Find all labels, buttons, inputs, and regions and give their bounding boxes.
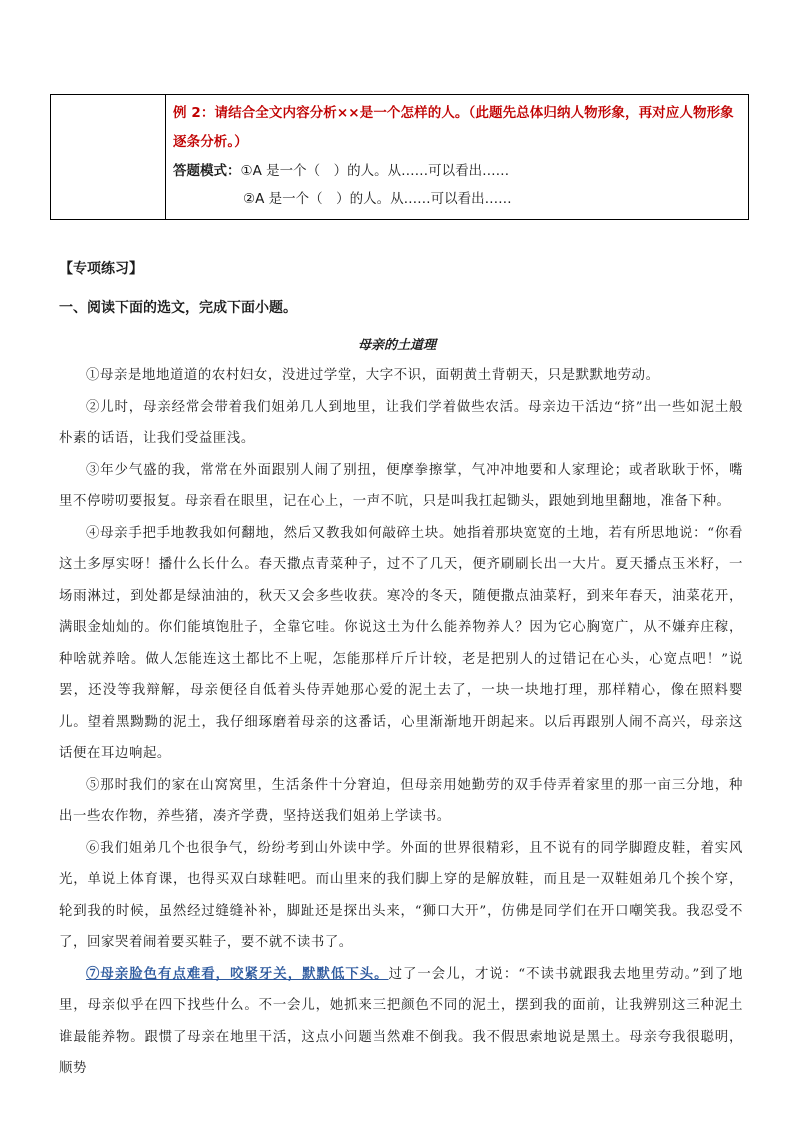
paragraph-5: ⑤那时我们的家在山窝窝里，生活条件十分窘迫，但母亲用她勤劳的双手侍弄着家里的那一亩三分地，种出一些农作物，养些猪，凑齐学费，坚持送我们姐弟上学读书。 [59, 777, 743, 824]
paragraph-7-rest: 过了一会儿，才说：“不读书就跟我去地里劳动。”到了地里，母亲似乎在四下找些什么。不一会儿，她抓来三把颜色不同的泥土，摆到我的面前，让我辨别这三种泥土谁最能养物。跟惯了母亲在地里干活，这点小问题当然难不倒我。我不假思索地说是黑土。母亲夸我很聪明，顺势 [59, 966, 743, 1076]
paragraph-7 [59, 959, 743, 1085]
answer-mode-label: 答题模式： [173, 163, 241, 179]
answer-mode-2: ②A 是一个（ ）的人。从……可以看出…… [243, 191, 512, 207]
paragraph-1: ①母亲是地地道道的农村妇女，没进过学堂，大字不识，面朝黄土背朝天，只是默默地劳动。 [86, 368, 660, 383]
paragraph-6: ⑥我们姐弟几个也很争气，纷纷考到山外读中学。外面的世界很精彩，且不说有的同学脚蹬皮鞋，着实风光，单说上体育课，也得买双白球鞋吧。而山里来的我们脚上穿的是解放鞋，而且是一双鞋姐弟几个挨个穿，轮到我的时候，虽然经过缝缝补补，脚趾还是探出头来，“狮口大开”，仿佛是同学们在开口嘲笑我。我忍受不了，回家哭着闹着要买鞋子，要不就不读书了。 [59, 840, 743, 950]
table-empty-cell [51, 95, 166, 219]
essay-title: 母亲的土道理 [357, 338, 436, 353]
highlighted-sentence: ⑦母亲脸色有点难看，咬紧牙关，默默低下头。 [86, 965, 389, 982]
paragraph-3: ③年少气盛的我，常常在外面跟别人闹了别扭，便摩拳擦掌，气冲冲地要和人家理论；或者耿耿于怀，嘴里不停唠叨要报复。母亲看在眼里，记在心上，一声不吭，只是叫我扛起锄头，跟她到地里翻地，准备下种。 [59, 462, 743, 509]
answer-mode-1: ①A 是一个（ ）的人。从……可以看出…… [240, 163, 510, 179]
section-label: 【专项练习】 [59, 261, 143, 277]
paragraph-4: ④母亲手把手地教我如何翻地，然后又教我如何敲碎土块。她指着那块宽宽的土地，若有所思地说：“你看这土多厚实呀！播什么长什么。春天撒点青菜种子，过不了几天，便齐刷刷长出一大片。夏天播点玉米籽，一场雨淋过，到处都是绿油油的，秋天又会多些收获。寒冷的冬天，随便撒点油菜籽，到来年春天，油菜花开，满眼金灿灿的。你们能填饱肚子，全靠它哇。你说这土为什么能养物养人？因为它心胸宽广，从不嫌弃庄稼，种啥就养啥。做人怎能连这土都比不上呢，怎能那样斤斤计较，老是把别人的过错记在心头，心宽点吧！”说罢，还没等我辩解，母亲便径自低着头侍弄她那心爱的泥土去了，一块一块地打理，那样精心，像在照料婴儿。望着黑黝黝的泥土，我仔细琢磨着母亲的这番话，心里渐渐地开朗起来。以后再跟别人闹不高兴，母亲这话便在耳边响起。 [59, 525, 743, 761]
example-question: 例 2：请结合全文内容分析××是一个怎样的人。（此题先总体归纳人物形象，再对应人物形象逐条分析。） [173, 105, 734, 150]
essay-body [59, 360, 743, 1085]
table-content-cell [166, 95, 748, 219]
answer-mode-table [50, 94, 749, 220]
paragraph-2: ②儿时，母亲经常会带着我们姐弟几人到地里，让我们学着做些农活。母亲边干活边“挤”出一些如泥土般朴素的话语，让我们受益匪浅。 [59, 399, 743, 446]
question-heading: 一、阅读下面的选文，完成下面小题。 [59, 300, 297, 316]
answer-mode-line-1 [173, 157, 742, 185]
